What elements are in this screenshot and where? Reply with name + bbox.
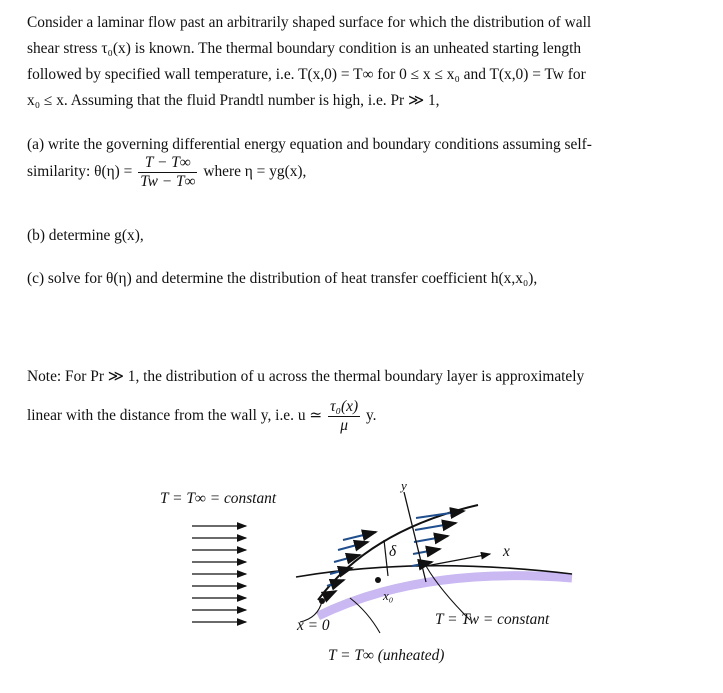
intro-line-2: shear stress τ₀(x) is known. The thermal boundary condition is an unheated starting length: [27, 40, 582, 57]
note-suffix: y.: [365, 407, 377, 425]
delta-label: δ: [389, 543, 397, 560]
heated-wall-band: [318, 576, 572, 616]
theta-fraction: [138, 154, 197, 191]
x-axis-label: x: [503, 543, 510, 560]
intro-line-4: x₀ ≤ x. Assuming that the fluid Prandtl number is high, i.e. Pr ≫ 1,: [27, 92, 440, 109]
x0-point: [375, 577, 381, 583]
free-stream-arrows: [192, 526, 246, 622]
part-b-text: (b) determine g(x),: [27, 227, 144, 244]
part-c-text: (c) solve for θ(η) and determine the distribution of heat transfer coefficient h(x,x₀),: [27, 270, 538, 287]
y-axis: [404, 492, 426, 582]
part-a-suffix: where η = yg(x),: [203, 163, 307, 181]
x-axis: [426, 554, 490, 566]
velocity-denominator: μ: [340, 417, 348, 434]
theta-denominator: Tw − T∞: [140, 173, 196, 190]
part-a: [27, 132, 695, 191]
theta-numerator: T − T∞: [138, 154, 197, 173]
y-axis-label: y: [401, 478, 407, 493]
note: [27, 364, 695, 435]
part-b: [27, 223, 695, 249]
free-stream-label: T = T∞ = constant: [160, 490, 277, 507]
wall-temp-label: T = Tw = constant: [435, 611, 550, 628]
note-prefix: linear with the distance from the wall y, i.e. u ≃: [27, 407, 323, 425]
velocity-numerator: τ₀(x): [330, 398, 359, 415]
intro-line-1: Consider a laminar flow past an arbitrarily shaped surface for which the distribution of wall: [27, 14, 592, 31]
intro-line-3: followed by specified wall temperature, i.e. T(x,0) = T∞ for 0 ≤ x ≤ x₀ and T(x,0) = Tw for: [27, 66, 586, 83]
part-a-prefix: similarity: θ(η) =: [27, 163, 133, 181]
note-line-1: Note: For Pr ≫ 1, the distribution of u across the thermal boundary layer is approximately: [27, 368, 585, 385]
origin-label: x = 0: [297, 617, 330, 634]
delta-marker: [384, 540, 388, 576]
x0-label: x₀: [383, 588, 394, 603]
unheated-label: T = T∞ (unheated): [328, 647, 445, 664]
part-c: [27, 266, 695, 292]
velocity-fraction: [328, 398, 360, 435]
problem-intro: [27, 10, 695, 114]
part-a-line-1: (a) write the governing differential energy equation and boundary conditions assuming self-: [27, 136, 592, 153]
